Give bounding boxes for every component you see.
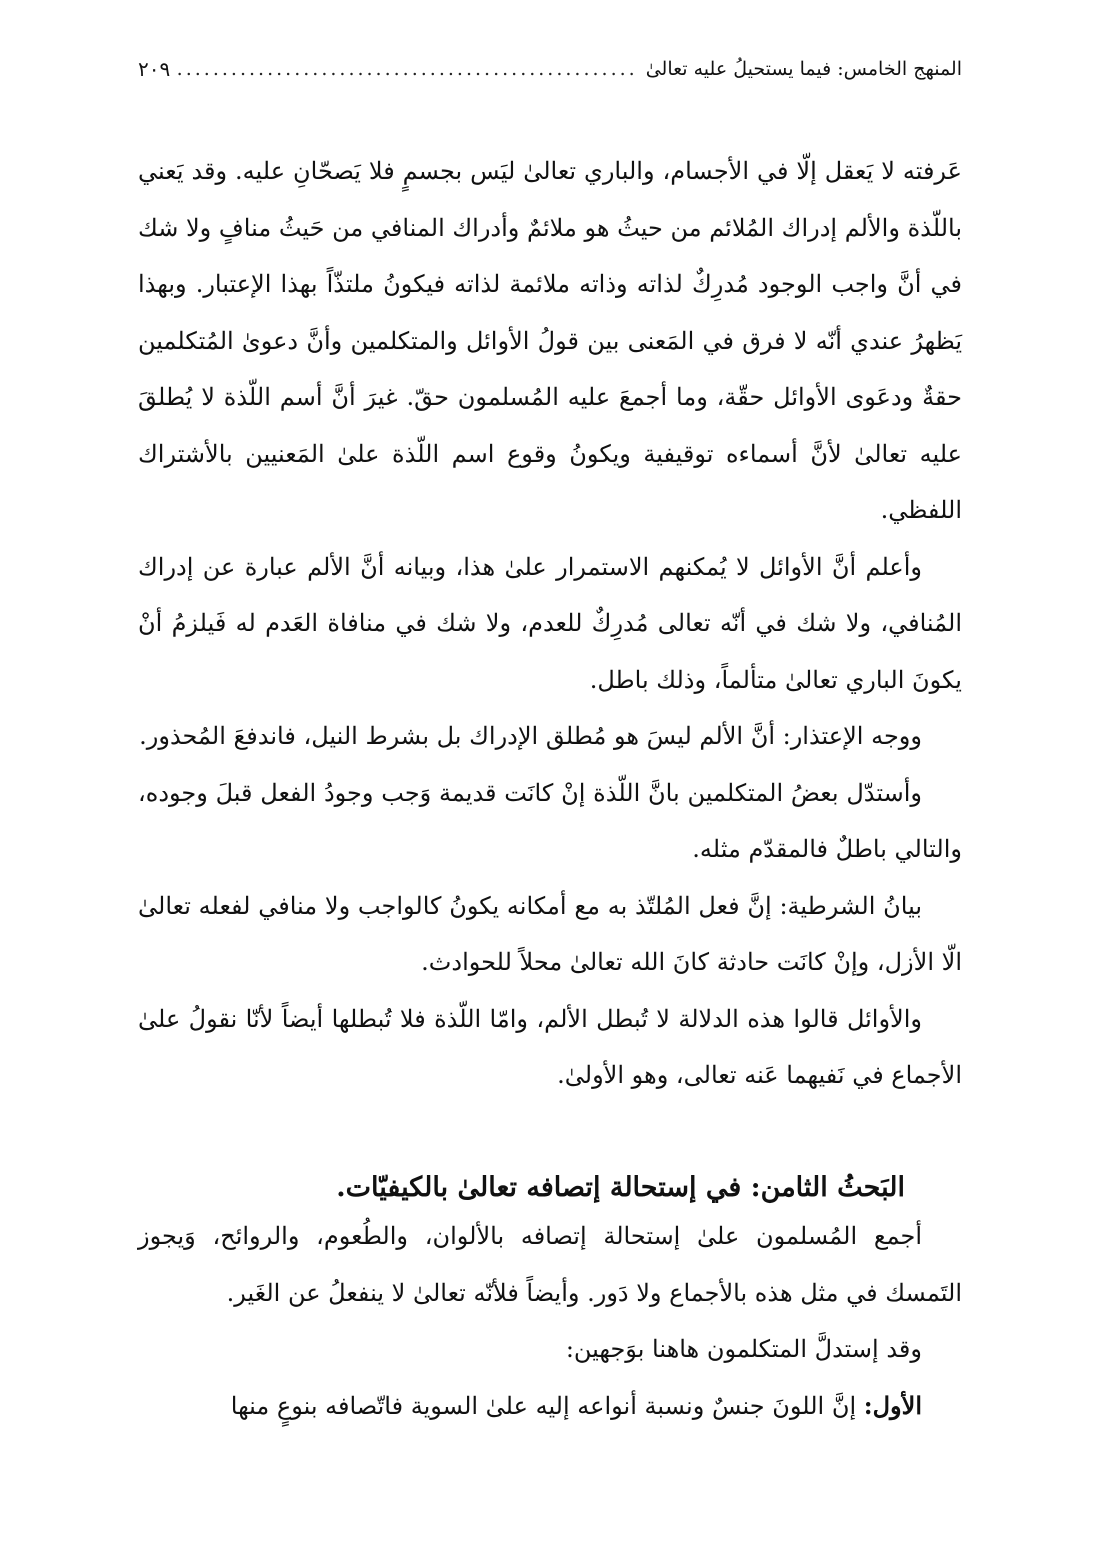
section-heading: البَحثُ الثامن: في إستحالة إتصافه تعالىٰ بالكيفيّات. [336, 1172, 905, 1203]
page-number: ٢٠٩ [138, 57, 171, 81]
main-text [138, 143, 962, 1104]
point-text: إنَّ اللونَ جنسٌ ونسبة أنواعه إليه علىٰ السوية فاتّصافه بنوعٍ منها [230, 1391, 864, 1420]
section-text [138, 1208, 962, 1434]
section-paragraph-3 [138, 1378, 962, 1435]
paragraph-4: وأستدّل بعضُ المتكلمين بانَّ اللّذة إنْ كانَت قديمة وَجب وجودُ الفعل قبلَ وجوده، والتالي باطلٌ فالمقدّم مثله. [138, 778, 962, 863]
paragraph-5: بيانُ الشرطية: إنَّ فعل المُلتّذ به مع أمكانه يكونُ كالواجب ولا منافي لفعله تعالىٰ الّا الأزل، وإنْ كانَت حادثة كانَ الله تعالىٰ محلاً للحوادث. [138, 891, 962, 976]
point-label: الأول: [863, 1390, 922, 1420]
header-dot-leader [178, 58, 637, 80]
section-paragraph-2: وقد إستدلَّ المتكلمون هاهنا بوَجهين: [565, 1335, 922, 1363]
paragraph-6: والأوائل قالوا هذه الدلالة لا تُبطل الألم، وامّا اللّذة فلا تُبطلها أيضاً لأنّا نقولُ علىٰ الأجماع في نَفيهما عَنه تعالى، وهو الأولىٰ. [138, 1004, 962, 1089]
paragraph-3: ووجه الإعتذار: أنَّ الألم ليسَ هو مُطلق الإدراك بل بشرط النيل، فاندفعَ المُحذور. [139, 722, 922, 750]
header-title: المنهج الخامس: فيما يستحيلُ عليه تعالىٰ [645, 58, 962, 80]
running-header [138, 54, 962, 84]
section-paragraph-1: أجمع المُسلمون علىٰ إستحالة إتصافه بالألوان، والطُعوم، والروائح، وَيجوز التَمسك في مثل هذه بالأجماع ولا دَور. وأيضاً فلأنّه تعالىٰ لا ينفعلُ عن الغَير. [138, 1222, 962, 1307]
paragraph-2: وأعلم أنَّ الأوائل لا يُمكنهم الاستمرار علىٰ هذا، وبيانه أنَّ الألم عبارة عن إدراك المُنافي، ولا شك في أنّه تعالى مُدرِكٌ للعدم، ولا شك في منافاة العَدم له فَيلزمُ أنْ يكونَ الباري تعالىٰ متألماً، وذلك باطل. [138, 552, 962, 694]
paragraph-1: عَرفته لا يَعقل إلّا في الأجسام، والباري تعالىٰ ليَس بجسمٍ فلا يَصحّانِ عليه. وقد يَعني باللّذة والألم إدراك المُلائم من حيثُ هو ملائمٌ وأدراك المنافي من حَيثُ منافٍ ولا شك في أنَّ واجب الوجود مُدرِكٌ لذاته وذاته ملائمة لذاته فيكونُ ملتذّاً بهذا الإعتبار. وبهذا يَظهرُ عندي أنّه لا فرق في المَعنى بين قولُ الأوائل والمتكلمين وأنَّ دعوىٰ المُتكلمين حقةٌ ودعَوى الأوائل حقّة، وما أجمعَ عليه المُسلمون حقّ. غيرَ أنَّ أسم اللّذة لا يُطلقَ عليه تعالىٰ لأنَّ أسماءه توقيفية ويكونُ وقوع اسم اللّذة علىٰ المَعنيين بالأشتراك اللفظي. [138, 157, 962, 524]
